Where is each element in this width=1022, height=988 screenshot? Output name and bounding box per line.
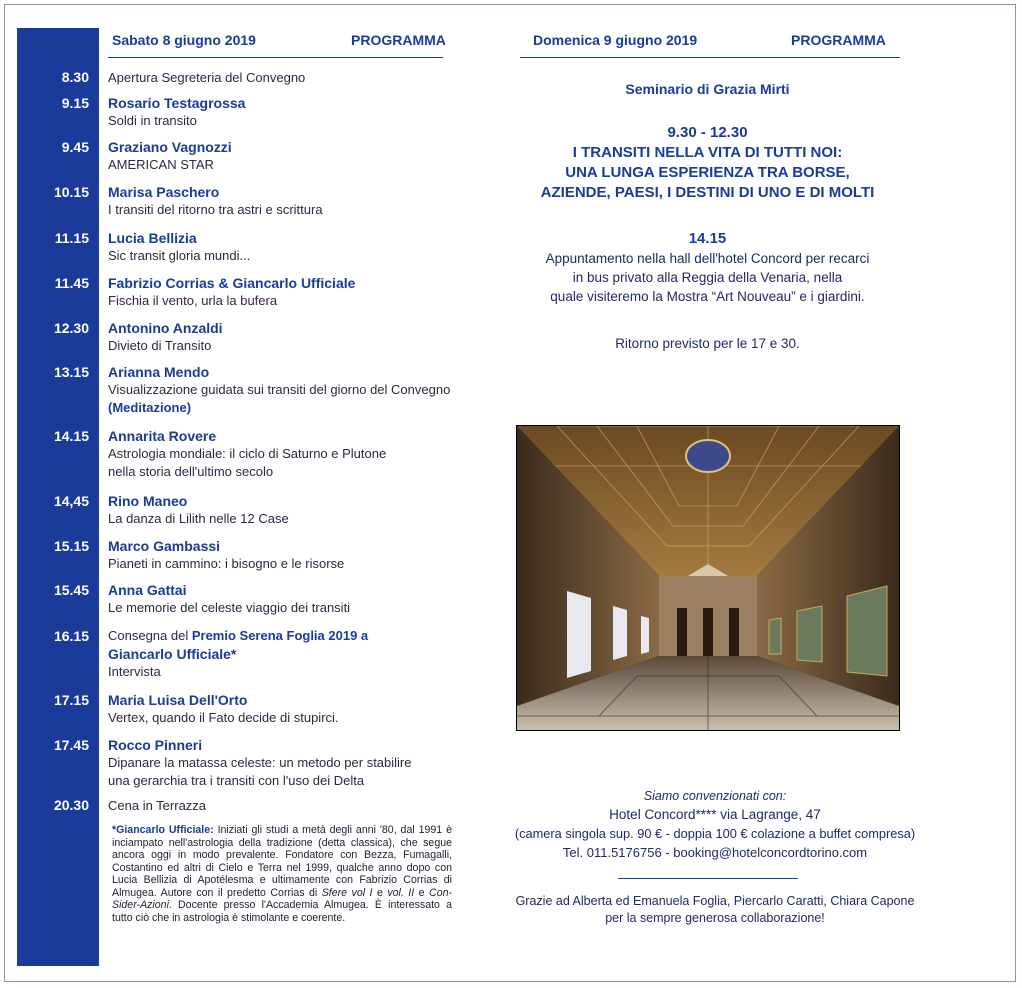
speaker-name: Rino Maneo <box>108 493 188 509</box>
award-line <box>108 627 453 645</box>
speaker-name: Marco Gambassi <box>108 538 221 554</box>
item-desc: Apertura Segreteria del Convegno <box>108 70 306 85</box>
program-item-14 <box>108 736 453 790</box>
morning-time: 9.30 - 12.30 <box>667 124 748 141</box>
talk-title-line-2: una gerarchia tra i transiti con l'uso dei Delta <box>108 773 365 788</box>
time-5: 11.45 <box>54 275 89 291</box>
speaker-name: Giancarlo Ufficiale* <box>108 646 237 662</box>
program-item-2 <box>108 138 453 174</box>
footnote-part2: e <box>372 886 388 899</box>
left-header-rule <box>108 57 443 58</box>
morning-session <box>505 123 910 203</box>
program-item-11 <box>108 581 453 617</box>
time-2: 9.45 <box>61 139 89 155</box>
speaker-name: Rosario Testagrossa <box>108 95 246 111</box>
footnote-part4: . Docente presso l'Accademia Almugea. È interessato a tutto ciò che in astrologia è stimolante e coerente. <box>112 899 452 924</box>
footnote-italic3: Con-Sider-Azioni <box>112 886 453 911</box>
talk-title: Visualizzazione guidata sui transiti del giorno del Convegno <box>108 382 451 397</box>
talk-title: I transiti del ritorno tra astri e scrittura <box>108 202 323 217</box>
return-note: Ritorno previsto per le 17 e 30. <box>615 336 800 351</box>
talk-title-line-1: Astrologia mondiale: il ciclo di Saturno e Plutone <box>108 446 387 461</box>
footnote-italic1: Sfere vol I <box>321 886 373 899</box>
program-item-12 <box>108 627 453 681</box>
right-program-label: PROGRAMMA <box>791 32 886 48</box>
speaker-name: Graziano Vagnozzi <box>108 139 232 155</box>
program-item-1 <box>108 94 453 130</box>
speaker-bio-footnote <box>112 824 452 924</box>
time-1: 9.15 <box>61 95 89 111</box>
speaker-name: Lucia Bellizia <box>108 230 197 246</box>
thanks-rule <box>618 878 798 879</box>
afternoon-line-3: quale visiteremo la Mostra “Art Nouveau” e i giardini. <box>550 289 865 304</box>
hotel-intro: Siamo convenzionati con: <box>643 789 787 803</box>
afternoon-line-1: Appuntamento nella hall dell'hotel Concord per recarci <box>545 251 870 266</box>
talk-title: AMERICAN STAR <box>108 157 214 172</box>
talk-title-line-2: nella storia dell'ultimo secolo <box>108 464 274 479</box>
talk-title-line-1: Dipanare la matassa celeste: un metodo per stabilire <box>108 755 412 770</box>
footnote-bold: *Giancarlo Ufficiale: <box>112 824 214 836</box>
speaker-name: Marisa Paschero <box>108 184 220 200</box>
program-item-13 <box>108 691 453 727</box>
speaker-name: Rocco Pinneri <box>108 737 203 753</box>
program-item-3 <box>108 183 453 219</box>
talk-title: Pianeti in cammino: i bisogno e le risorse <box>108 556 345 571</box>
reggia-hall-photo <box>516 425 900 731</box>
talk-title: La danza di Lilith nelle 12 Case <box>108 511 289 526</box>
program-item-8 <box>108 427 453 481</box>
right-header-rule <box>520 57 900 58</box>
speaker-name: Maria Luisa Dell'Orto <box>108 692 248 708</box>
award-name: Premio Serena Foglia 2019 a <box>191 628 369 643</box>
time-7: 13.15 <box>53 364 89 380</box>
program-item-7 <box>108 363 453 417</box>
time-11: 15.45 <box>53 582 89 598</box>
time-12: 16.15 <box>53 628 89 644</box>
program-item-0 <box>108 69 453 87</box>
talk-title: Sic transit gloria mundi... <box>108 248 251 263</box>
right-date: Domenica 9 giugno 2019 <box>533 32 698 48</box>
program-item-6 <box>108 319 453 355</box>
afternoon-time: 14.15 <box>688 230 727 247</box>
speaker-name: Arianna Mendo <box>108 364 210 380</box>
time-8: 14.15 <box>53 428 89 444</box>
seminar-title: Seminario di Grazia Mirti <box>625 81 790 97</box>
afternoon-line-2: in bus privato alla Reggia della Venaria, nella <box>572 270 843 285</box>
speaker-name: Antonino Anzaldi <box>108 320 223 336</box>
speaker-name: Anna Gattai <box>108 582 187 598</box>
program-item-10 <box>108 537 453 573</box>
time-13: 17.15 <box>53 692 89 708</box>
program-item-4 <box>108 229 453 265</box>
footnote-part3: e <box>414 886 430 899</box>
speaker-name: Fabrizio Corrias & Giancarlo Ufficiale <box>108 275 356 291</box>
talk-title: Divieto di Transito <box>108 338 212 353</box>
talk-title: Fischia il vento, urla la bufera <box>108 293 278 308</box>
afternoon-desc <box>505 249 910 306</box>
program-item-5 <box>108 274 453 310</box>
time-15: 20.30 <box>53 797 89 813</box>
time-9: 14,45 <box>53 493 89 509</box>
left-program-label: PROGRAMMA <box>351 32 446 48</box>
thanks-line-2: per la sempre generosa collaborazione! <box>605 911 825 925</box>
hotel-prices: (camera singola sup. 90 € - doppia 100 € colazione a buffet compresa) <box>514 826 916 841</box>
hotel-name: Hotel Concord**** via Lagrange, 47 <box>609 807 821 822</box>
hotel-contact: Tel. 011.5176756 - booking@hotelconcordtorino.com <box>562 845 868 860</box>
thanks-line-1: Grazie ad Alberta ed Emanuela Foglia, Piercarlo Caratti, Chiara Capone <box>515 894 915 908</box>
session-title-line-1: I TRANSITI NELLA VITA DI TUTTI NOI: <box>572 144 843 161</box>
left-date: Sabato 8 giugno 2019 <box>112 32 256 48</box>
time-0: 8.30 <box>61 69 89 85</box>
talk-title: Vertex, quando il Fato decide di stupirci. <box>108 710 339 725</box>
talk-title: Le memorie del celeste viaggio dei transiti <box>108 600 351 615</box>
talk-title: Soldi in transito <box>108 113 197 128</box>
speaker-name: Annarita Rovere <box>108 428 217 444</box>
award-prefix: Consegna del <box>108 628 192 643</box>
talk-subtitle: (Meditazione) <box>108 400 192 415</box>
footnote-italic2: vol. II <box>387 886 415 899</box>
talk-title: Intervista <box>108 664 161 679</box>
time-4: 11.15 <box>54 230 89 246</box>
item-desc: Cena in Terrazza <box>108 798 207 813</box>
time-14: 17.45 <box>53 737 89 753</box>
footnote-part1: Iniziati gli studi a metà degli anni '80, dal 1991 è inciampato nell'astrologia della tradizione (detta classica), che segue ancora oggi in modo prevalente. Fondatore con Bezza, Fumagalli, Costantino ed altri di Cielo e Terra nel 1999, qualche anno dopo con Lucia Bellizia di Apotélesma e ultimamente con Fabrizio Corrias di Almugea. Autore con il predetto Corrias di <box>112 824 452 899</box>
hall-illustration <box>517 426 899 730</box>
session-title-line-3: AZIENDE, PAESI, I DESTINI DI UNO E DI MOLTI <box>540 184 875 201</box>
program-item-9 <box>108 492 453 528</box>
thanks-note <box>505 893 925 927</box>
session-title-line-2: UNA LUNGA ESPERIENZA TRA BORSE, <box>565 164 850 181</box>
time-10: 15.15 <box>53 538 89 554</box>
program-item-15 <box>108 797 453 815</box>
time-6: 12.30 <box>53 320 89 336</box>
time-3: 10.15 <box>53 184 89 200</box>
